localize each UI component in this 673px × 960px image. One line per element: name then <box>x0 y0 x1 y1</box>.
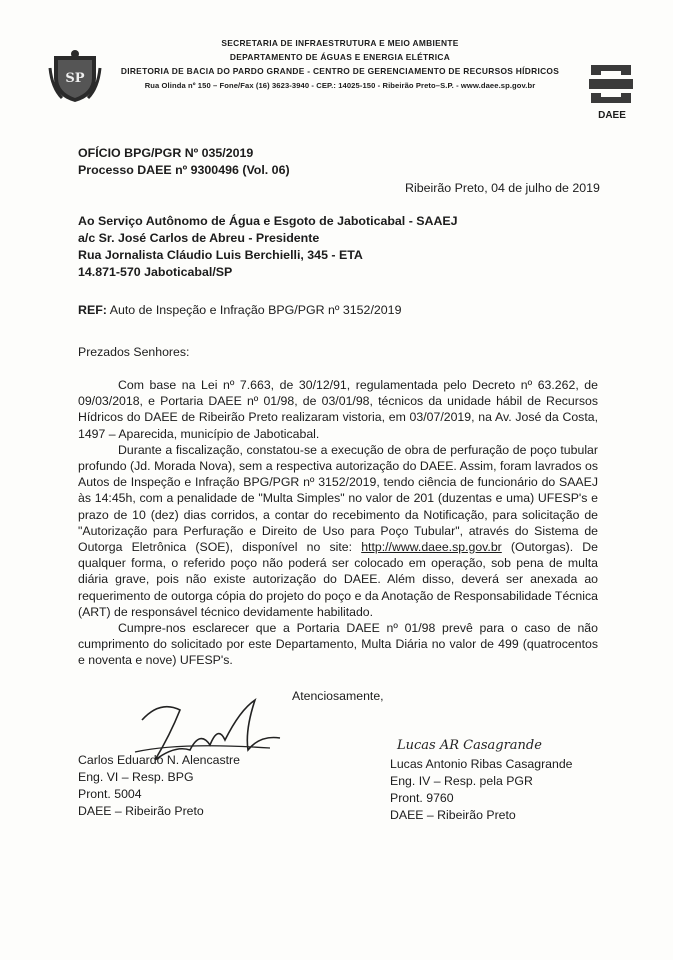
greeting: Prezados Senhores: <box>78 345 190 359</box>
signatory-1-role: Eng. VI – Resp. BPG <box>78 770 194 784</box>
oficio-number: OFÍCIO BPG/PGR Nº 035/2019 <box>78 146 254 160</box>
letter-body <box>78 377 598 669</box>
addressee-line: Ao Serviço Autônomo de Água e Esgoto de Jaboticabal - SAAEJ <box>78 214 458 228</box>
signatory-1-name: Carlos Eduardo N. Alencastre <box>78 753 240 767</box>
signatory-2-role: Eng. IV – Resp. pela PGR <box>390 774 533 788</box>
signatory-1-org: DAEE – Ribeirão Preto <box>78 804 204 818</box>
sp-state-seal <box>48 48 102 104</box>
signatory-1-pront: Pront. 5004 <box>78 787 142 801</box>
addressee-line: Rua Jornalista Cláudio Luis Berchielli, 345 - ETA <box>78 248 363 262</box>
signatory-2-name: Lucas Antonio Ribas Casagrande <box>390 757 573 771</box>
header-diretoria: DIRETORIA DE BACIA DO PARDO GRANDE - CENTRO DE GERENCIAMENTO DE RECURSOS HÍDRICOS <box>120 66 560 76</box>
daee-website-link[interactable]: http://www.daee.sp.gov.br <box>361 540 502 555</box>
addressee-line: 14.871-570 Jaboticabal/SP <box>78 265 233 279</box>
reference-text: Auto de Inspeção e Infração BPG/PGR nº 3152/2019 <box>109 303 402 317</box>
addressee-line: a/c Sr. José Carlos de Abreu - Presidente <box>78 231 320 245</box>
signatory-2-pront: Pront. 9760 <box>390 791 454 805</box>
reference-line <box>78 303 401 317</box>
svg-text:Lucas AR Casagrande: Lucas AR Casagrande <box>397 738 542 753</box>
svg-text:SP: SP <box>65 71 85 86</box>
daee-logo-text: DAEE <box>598 110 626 121</box>
paragraph-legal-basis: Com base na Lei nº 7.663, de 30/12/91, regulamentada pelo Decreto nº 63.262, de 09/03/2018, e Portaria DAEE nº 01/98, de 03/01/98, técnicos da unidade hábil de Recursos Hídricos do DAEE de Ribeirão Preto realizaram vistoria, em 03/07/2019, na Av. José da Costa, 1497 – Aparecida, município de Jaboticabal. <box>78 378 598 441</box>
daee-logo-icon <box>585 55 637 113</box>
document-date: Ribeirão Preto, 04 de julho de 2019 <box>405 181 600 195</box>
signatory-2-org: DAEE – Ribeirão Preto <box>390 808 516 822</box>
paragraph-penalty: Cumpre-nos esclarecer que a Portaria DAEE nº 01/98 prevê para o caso de não cumprimento do solicitado por este Departamento, Multa Diária no valor de 499 (quatrocentos e noventa e nove) UFESP's. <box>78 621 598 668</box>
closing: Atenciosamente, <box>292 689 384 703</box>
header-departamento: DEPARTAMENTO DE ÁGUAS E ENERGIA ELÉTRICA <box>229 52 451 62</box>
header-secretaria: SECRETARIA DE INFRAESTRUTURA E MEIO AMBIENTE <box>221 38 459 48</box>
processo-number: Processo DAEE nº 9300496 (Vol. 06) <box>78 163 290 177</box>
header-address: Rua Olinda nº 150 – Fone/Fax (16) 3623-3940 - CEP.: 14025-150 - Ribeirão Preto–S.P. - www.daee.sp.gov.br <box>144 81 536 90</box>
paragraph-inspection: Durante a fiscalização, constatou-se a execução de obra de perfuração de poço tubular profundo (Jd. Morada Nova), sem a respectiva autorização do DAEE. Assim, foram lavrados os Autos de Inspeção e Infração BPG/PGR nº 3152/2019, tendo ciência de funcionário do SAAEJ às 14:45h, com a penalidade de "Multa Simples" no valor de 201 (duzentas e uma) UFESP's e prazo de 10 (dez) dias corridos, a contar do recebimento da Notificação, para solicitação de "Autorização para Perfuração e Direito de Uso para Poço Tubular", através do Sistema de Outorga Eletrônica (SOE), disponível no site: http://www.daee.sp.gov.br (Outorgas). De qualquer forma, o referido poço não poderá ser colocado em operação, sob pena de multa diária grave, pois não existe autorização do DAEE. Além disso, deverá ser anexada ao requerimento de outorga cópia do projeto do poço e da Anotação de Responsabilidade Técnica (ART) de responsável técnico devidamente habilitado. <box>78 442 598 619</box>
reference-label: REF: <box>78 303 107 317</box>
